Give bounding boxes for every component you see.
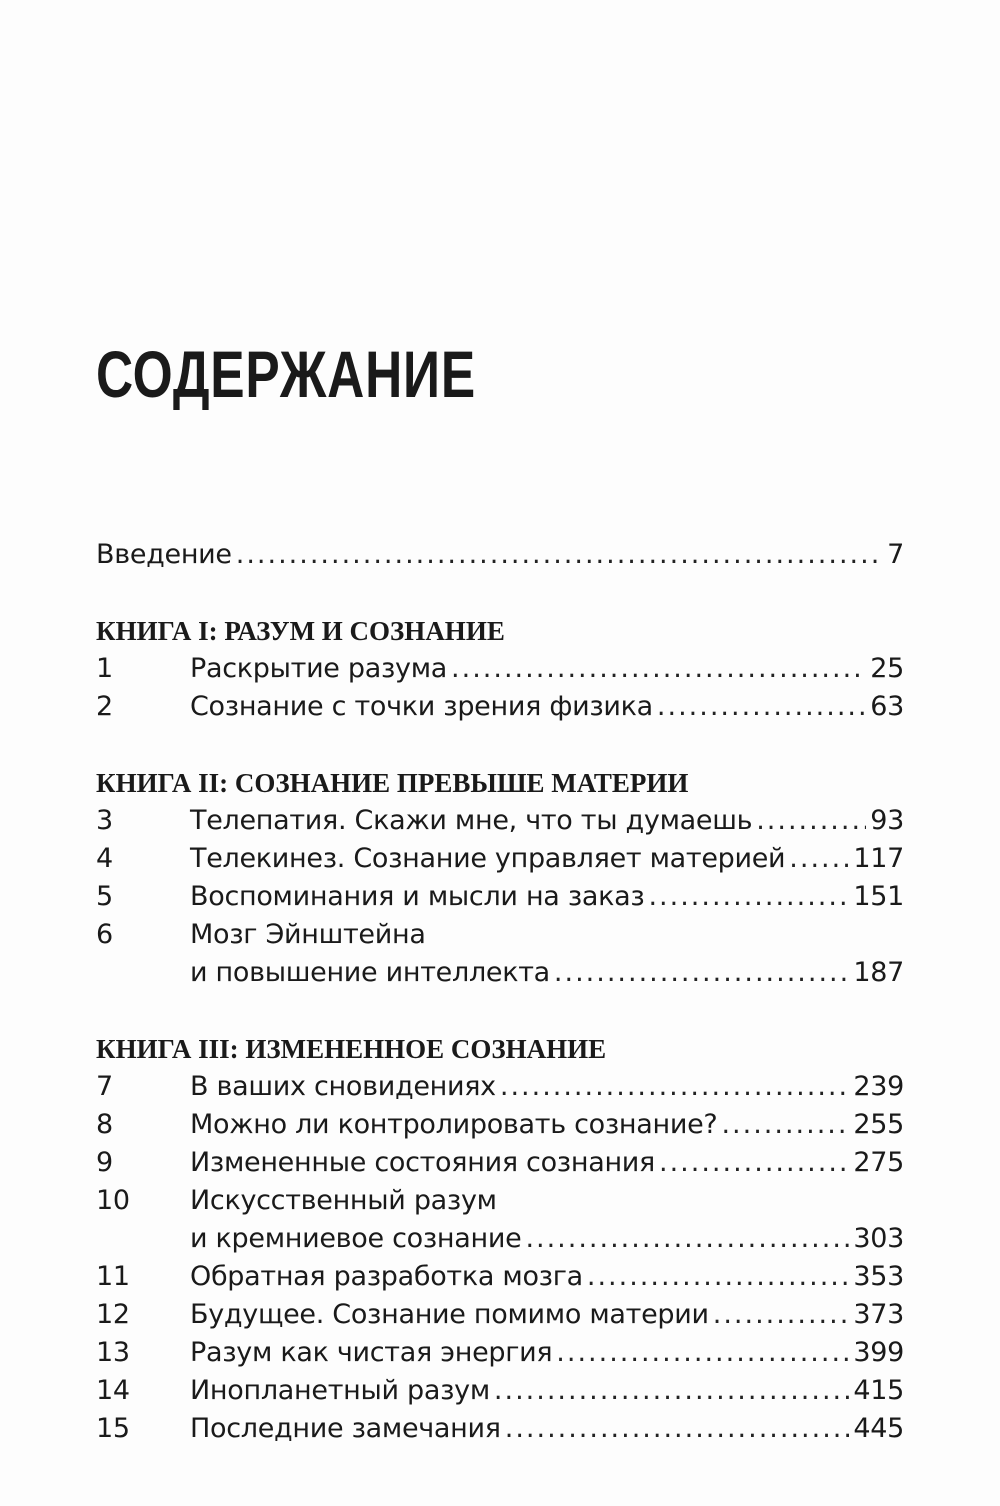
toc-entry[interactable]	[96, 1410, 904, 1448]
toc-entry-continuation[interactable]	[96, 1220, 904, 1258]
toc-entry-title: Введение	[96, 539, 232, 570]
toc-entry[interactable]	[96, 650, 904, 688]
toc-entry-page: 239	[853, 1071, 904, 1102]
toc-entry-page: 415	[853, 1375, 904, 1406]
toc-entry[interactable]	[96, 916, 904, 954]
toc-entry-page: 445	[853, 1413, 904, 1444]
toc-entry[interactable]	[96, 840, 904, 878]
chapter-number: 12	[96, 1299, 130, 1330]
dot-leader	[648, 878, 849, 916]
chapter-number: 9	[96, 1147, 113, 1178]
toc-entry[interactable]	[96, 1144, 904, 1182]
toc-entry-title: Обратная разработка мозга	[190, 1261, 583, 1292]
book-heading: КНИГА III: ИЗМЕНЕННОЕ СОЗНАНИЕ	[96, 1034, 607, 1064]
chapter-number: 2	[96, 691, 113, 722]
toc-entry-title: Воспоминания и мысли на заказ	[190, 881, 645, 912]
book-section-3	[96, 1030, 904, 1448]
dot-leader	[721, 1106, 849, 1144]
dot-leader	[756, 802, 866, 840]
toc-entry[interactable]	[96, 1068, 904, 1106]
toc-entry-page: 399	[853, 1337, 904, 1368]
dot-leader	[554, 954, 849, 992]
toc-entry-title: Будущее. Сознание помимо материи	[190, 1299, 709, 1330]
chapter-number: 13	[96, 1337, 130, 1368]
chapter-number: 14	[96, 1375, 130, 1406]
toc-entry-page: 151	[853, 881, 904, 912]
toc-entry[interactable]	[96, 1296, 904, 1334]
book-section-1	[96, 612, 904, 726]
toc-entry[interactable]	[96, 1372, 904, 1410]
toc-entry-title: Искусственный разум	[190, 1185, 497, 1216]
toc-entry[interactable]	[96, 1258, 904, 1296]
chapter-number: 4	[96, 843, 113, 874]
dot-leader	[713, 1296, 850, 1334]
toc-entry[interactable]	[96, 688, 904, 726]
toc-entry-page: 7	[887, 539, 904, 570]
toc-entry-continuation[interactable]	[96, 954, 904, 992]
toc-entry-page: 93	[870, 805, 904, 836]
dot-leader	[587, 1258, 849, 1296]
toc-entry-title: Можно ли контролировать сознание?	[190, 1109, 718, 1140]
dot-leader	[525, 1220, 849, 1258]
toc-entry-intro[interactable]	[96, 536, 904, 574]
toc-entry-page: 275	[853, 1147, 904, 1178]
toc-entry-page: 25	[870, 653, 904, 684]
toc-entry-page: 117	[853, 843, 904, 874]
dot-leader	[789, 840, 849, 878]
dot-leader	[505, 1410, 850, 1448]
chapter-number: 10	[96, 1185, 130, 1216]
toc-entry-title: Инопланетный разум	[190, 1375, 490, 1406]
chapter-number: 8	[96, 1109, 113, 1140]
toc-entry-page: 63	[870, 691, 904, 722]
dot-leader	[556, 1334, 849, 1372]
toc-entry[interactable]	[96, 1106, 904, 1144]
toc-entry-title: Сознание с точки зрения физика	[190, 691, 653, 722]
page-title: СОДЕРЖАНИЕ	[96, 337, 476, 411]
book-section-2	[96, 764, 904, 992]
toc-entry[interactable]	[96, 1182, 904, 1220]
toc-entry-title: Разум как чистая энергия	[190, 1337, 553, 1368]
chapter-number: 7	[96, 1071, 113, 1102]
toc-entry[interactable]	[96, 878, 904, 916]
chapter-number: 11	[96, 1261, 130, 1292]
chapter-number: 15	[96, 1413, 130, 1444]
dot-leader	[494, 1372, 849, 1410]
book-heading: КНИГА II: СОЗНАНИЕ ПРЕВЫШЕ МАТЕРИИ	[96, 768, 689, 798]
dot-leader	[659, 1144, 849, 1182]
toc-entry-page: 187	[853, 957, 904, 988]
chapter-number: 6	[96, 919, 113, 950]
toc-entry-title: Мозг Эйнштейна	[190, 919, 426, 950]
table-of-contents	[96, 536, 904, 1448]
toc-entry-title: Телекинез. Сознание управляет материей	[190, 843, 786, 874]
toc-entry-title: Последние замечания	[190, 1413, 501, 1444]
dot-leader	[657, 688, 866, 726]
toc-entry-page: 353	[853, 1261, 904, 1292]
toc-entry-title: В ваших сновидениях	[190, 1071, 496, 1102]
toc-entry-title: Измененные состояния сознания	[190, 1147, 656, 1178]
chapter-number: 1	[96, 653, 113, 684]
chapter-number: 3	[96, 805, 113, 836]
toc-entry[interactable]	[96, 1334, 904, 1372]
toc-entry-page: 255	[853, 1109, 904, 1140]
chapter-number: 5	[96, 881, 113, 912]
dot-leader	[236, 536, 883, 574]
toc-entry[interactable]	[96, 802, 904, 840]
toc-entry-title-continued: и повышение интеллекта	[190, 957, 550, 988]
dot-leader	[451, 650, 866, 688]
toc-entry-title: Телепатия. Скажи мне, что ты думаешь	[190, 805, 753, 836]
toc-entry-page: 373	[853, 1299, 904, 1330]
dot-leader	[500, 1068, 850, 1106]
toc-entry-title-continued: и кремниевое сознание	[190, 1223, 522, 1254]
toc-entry-page: 303	[853, 1223, 904, 1254]
toc-entry-title: Раскрытие разума	[190, 653, 448, 684]
book-heading: КНИГА I: РАЗУМ И СОЗНАНИЕ	[96, 616, 505, 646]
